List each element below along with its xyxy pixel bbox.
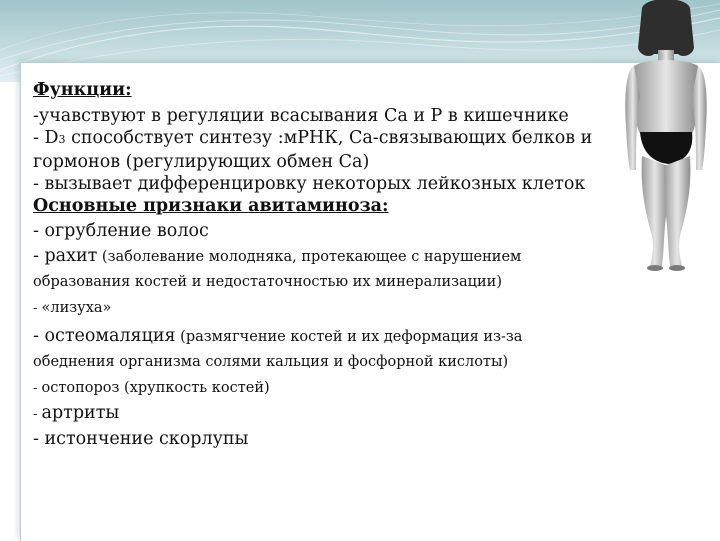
symptom-rickets-main: - рахит: [33, 246, 98, 266]
symptom-lizukha-text: «лизуха»: [41, 300, 112, 316]
functions-line-2-prefix: - D: [33, 128, 59, 148]
symptom-osteomalacia-note-cont: обеднения организма солями кальция и фосфорной кислоты): [33, 354, 509, 370]
symptom-shell-thinning: - истончение скорлупы: [33, 429, 249, 449]
symptom-rickets-note-cont: образования костей и недостаточностью их минерализации): [33, 274, 502, 290]
symptom-osteomalacia: [33, 325, 633, 348]
symptom-osteoporosis: [33, 377, 633, 400]
symptom-hair: - огрубление волос: [33, 221, 209, 241]
symptoms-heading: Основные признаки авитаминоза:: [33, 196, 389, 216]
symptom-lizukha: [33, 297, 633, 320]
symptom-rickets: [33, 245, 633, 268]
symptom-osteomalacia-note: (размягчение костей и их деформация из-за: [175, 329, 523, 345]
symptom-osteoporosis-text: остопороз (хрупкость костей): [41, 380, 270, 396]
functions-line-3: гормонов (регулирующих обмен Ca): [33, 152, 370, 172]
symptom-arthritis-text: артриты: [41, 403, 120, 423]
symptom-arthritis: [33, 402, 633, 426]
functions-heading: Функции:: [33, 80, 132, 100]
functions-line-1: -учавствуют в регуляции всасывания Ca и P в кишечнике: [33, 106, 569, 126]
symptom-osteoporosis-dash: -: [33, 381, 42, 396]
slide-text: [33, 79, 633, 450]
symptom-osteomalacia-main: - остеомаляция: [33, 326, 176, 346]
functions-line-4: - вызывает дифференцировку некоторых лейкозных клеток: [33, 174, 586, 194]
symptom-lizukha-dash: -: [33, 301, 42, 316]
functions-line-2: [33, 127, 633, 151]
functions-line-2-subscript: 3: [58, 133, 66, 146]
rickets-child-figure: [612, 0, 720, 272]
symptom-rickets-note: (заболевание молодняка, протекающее с нарушением: [97, 249, 522, 265]
functions-line-2-rest: способствует синтезу :мРНК, Ca-связывающих белков и: [65, 128, 593, 148]
symptom-arthritis-dash: -: [33, 407, 42, 422]
